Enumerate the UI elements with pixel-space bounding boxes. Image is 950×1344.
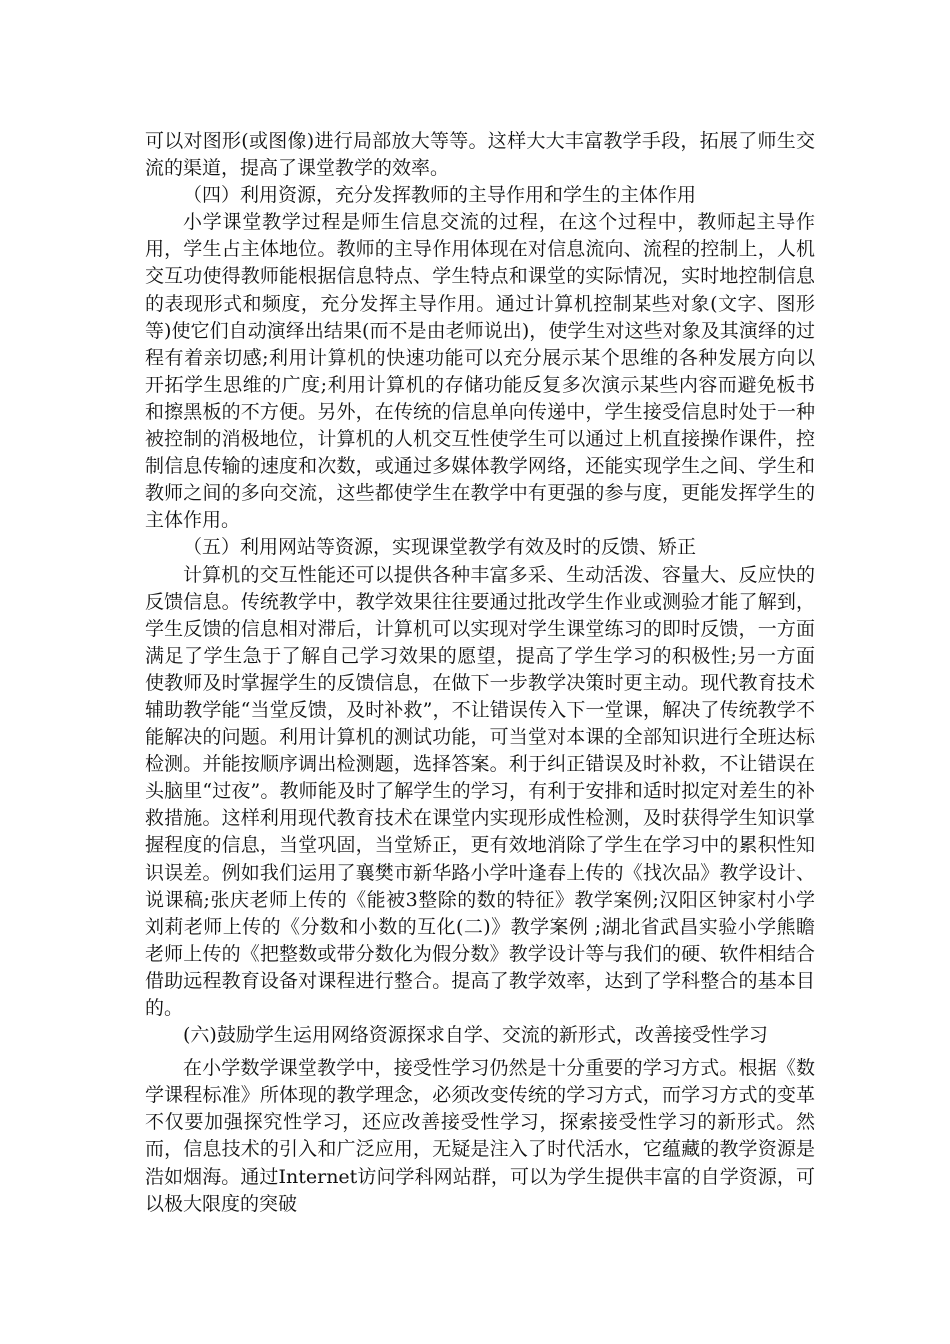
paragraph-continuation: 可以对图形(或图像)进行局部放大等等。这样大大丰富教学手段，拓展了师生交流的渠道，提高了课堂教学的效率。: [145, 130, 815, 180]
section-heading-6: (六)鼓励学生运用网络资源探求自学、交流的新形式，改善接受性学习: [183, 1024, 768, 1047]
section-heading-4: （四）利用资源，充分发挥教师的主导作用和学生的主体作用: [183, 184, 697, 207]
document-page: [145, 128, 815, 1218]
section-heading-5: （五）利用网站等资源，实现课堂教学有效及时的反馈、矫正: [183, 536, 697, 559]
paragraph-receptive-learning: 在小学数学课堂教学中，接受性学习仍然是十分重要的学习方式。根据《数学课程标准》所体现的教学理念，必须改变传统的学习方式，而学习方式的变革不仅要加强探究性学习，还应改善接受性学习，探索接受性学习的新形式。然而，信息技术的引入和广泛应用，无疑是注入了时代活水，它蕴藏的教学资源是浩如烟海。通过Internet访问学科网站群，可以为学生提供丰富的自学资源，可以极大限度的突破: [145, 1057, 815, 1215]
paragraph-feedback: 计算机的交互性能还可以提供各种丰富多采、生动活泼、容量大、反应快的反馈信息。传统教学中，教学效果往往要通过批改学生作业或测验才能了解到，学生反馈的信息相对滞后，计算机可以实现对学生课堂练习的即时反馈，一方面满足了学生急于了解自己学习效果的愿望，提高了学生学习的积极性;另一方面使教师及时掌握学生的反馈信息，在做下一步教学决策时更主动。现代教育技术辅助教学能“当堂反馈，及时补救”，不让错误传入下一堂课，解决了传统教学不能解决的问题。利用计算机的测试功能，可当堂对本课的全部知识进行全班达标检测。并能按顺序调出检测题，选择答案。利于纠正错误及时补救，不让错误在头脑里“过夜”。教师能及时了解学生的学习，有利于安排和适时拟定对差生的补救措施。这样利用现代教育技术在课堂内实现形成性检测，及时获得学生知识掌握程度的信息，当堂巩固，当堂矫正，更有效地消除了学生在学习中的累积性知识误差。例如我们运用了襄樊市新华路小学叶逢春上传的《找次品》教学设计、说课稿;张庆老师上传的《能被3整除的数的特征》教学案例;汉阳区钟家村小学刘莉老师上传的《分数和小数的互化(二)》教学案例 ;湖北省武昌实验小学熊瞻老师上传的《把整数或带分数化为假分数》教学设计等与我们的硬、软件相结合借助远程教育设备对课程进行整合。提高了教学效率，达到了学科整合的基本目的。: [145, 563, 815, 1019]
paragraph-teacher-role: 小学课堂教学过程是师生信息交流的过程，在这个过程中，教师起主导作用，学生占主体地位。教师的主导作用体现在对信息流向、流程的控制上，人机交互功使得教师能根据信息特点、学生特点和课堂的实际情况，实时地控制信息的表现形式和频度，充分发挥主导作用。通过计算机控制某些对象(文字、图形等)使它们自动演绎出结果(而不是由老师说出)，使学生对这些对象及其演绎的过程有着亲切感;利用计算机的快速功能可以充分展示某个思维的各种发展方向以开拓学生思维的广度;利用计算机的存储功能反复多次演示某些内容而避免板书和擦黑板的不方便。另外，在传统的信息单向传递中，学生接受信息时处于一种被控制的消极地位，计算机的人机交互性使学生可以通过上机直接操作课件，控制信息传输的速度和次数，或通过多媒体教学网络，还能实现学生之间、学生和教师之间的多向交流，这些都使学生在教学中有更强的参与度，更能发挥学生的主体作用。: [145, 211, 815, 532]
